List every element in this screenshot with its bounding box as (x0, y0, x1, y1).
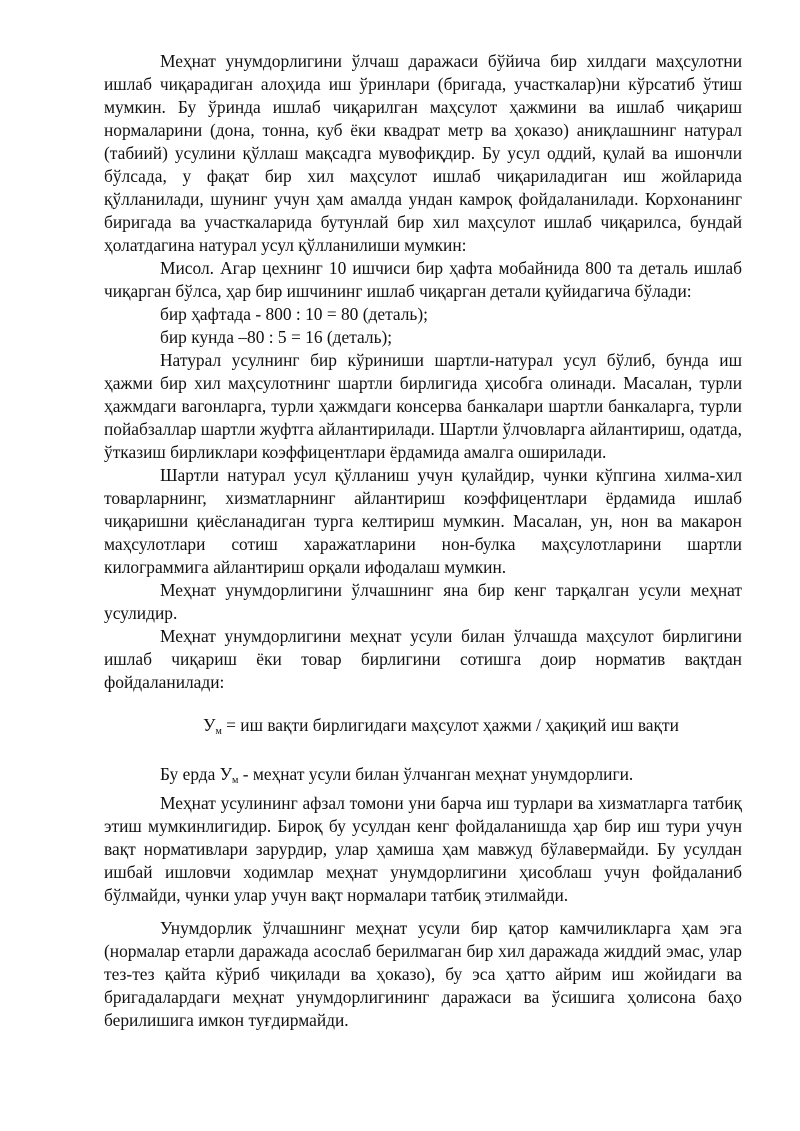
paragraph-natural-method: Меҳнат унумдорлигини ўлчаш даражаси бўйича бир хилдаги маҳсулотни ишлаб чиқарадиган алоҳида иш ўринлари (бригада, участкалар)ни кўрсатиб ўтиш мумкин. Бу ўринда ишлаб чиқарилган маҳсулот ҳажмини ва ишлаб чиқариш нормаларини (дона, тонна, куб ёки квадрат метр ва ҳоказо) аниқлашнинг натурал (табиий) усулини қўллаш мақсадга мувофиқдир. Бу усул оддий, қулай ва ишончли бўлсада, у фақат бир хил маҳсулот ишлаб чиқариладиган иш жойларида қўлланилади, шунинг учун ҳам амалда ундан камроқ фойдаланилади. Корхонанинг биригада ва участкаларида бутунлай бир хил маҳсулот ишлаб чиқарилса, бундай ҳолатдагина натурал усул қўлланилиши мумкин: (104, 51, 742, 255)
explanation-rest: - меҳнат усули билан ўлчанган меҳнат унумдорлиги. (238, 764, 634, 784)
formula (104, 714, 742, 743)
paragraph-labor-method-advantage: Меҳнат усулининг афзал томони уни барча иш турлари ва хизматларга татбиқ этиш мумкинлигидир. Бироқ бу усулдан кенг фойдаланишда ҳар бир иш тури учун вақт нормативлари зарурдир, улар ҳамиша ҳам мавжуд бўлавермайди. Бу усулдан ишбай ишловчи ходимлар меҳнат унумдорлигини ҳисоблаш учун фойдаланиб бўлмайди, чунки улар учун вақт нормалари татбиқ этилмайди. (104, 793, 742, 905)
paragraph-labor-method-intro: Меҳнат унумдорлигини ўлчашнинг яна бир кенг тарқалган усули меҳнат усулидир. (104, 580, 742, 623)
paragraph-example: Мисол. Агар цехнинг 10 ишчиси бир ҳафта мобайнида 800 та деталь ишлаб чиқарган бўлса, ҳар бир ишчининг ишлаб чиқарган детали қуйидагича бўлади: (104, 258, 742, 301)
formula-expression: = иш вақти бирлигидаги маҳсулот ҳажми / ҳақиқий иш вақти (221, 715, 679, 735)
formula-subscript: м (215, 726, 222, 737)
explanation-subscript: м (232, 775, 239, 786)
paragraph-labor-method-measure: Меҳнат унумдорлигини меҳнат усули билан ўлчашда маҳсулот бирлигини ишлаб чиқариш ёки товар бирлигини сотишга доир норматив вақтдан фойдаланилади: (104, 626, 742, 692)
paragraph-labor-method-drawbacks: Унумдорлик ўлчашнинг меҳнат усули бир қатор камчиликларга ҳам эга (нормалар етарли даражада асослаб берилмаган бир хил даражада жиддий эмас, улар тез-тез қайта кўриб чиқилади ва ҳоказо), бу эса ҳатто айрим иш жойидаги ва бригадалардаги меҳнат унумдорлигининг даражаси ва ўсишига ҳолисона баҳо берилишига имкон туғдирмайди. (104, 918, 742, 1030)
calculation-week: бир ҳафтада - 800 : 10 = 80 (деталь); (160, 304, 428, 324)
paragraph-conditional-natural: Натурал усулнинг бир кўриниши шартли-натурал усул бўлиб, бунда иш ҳажми бир хил маҳсулотнинг шартли бирлигида ҳисобга олинади. Масалан, турли ҳажмдаги вагонларга, турли ҳажмдаги консерва банкалари шартли банкаларга, турли пойабзаллар шартли жуфтга айлантирилади. Шартли ўлчовларга айлантириш, одатда, ўтказиш бирликлари коэффицентлари ёрдамида амалга оширилади. (104, 350, 742, 462)
explanation-start: Бу ерда У (160, 764, 233, 784)
formula-symbol: У (203, 715, 216, 735)
paragraph-formula-explanation (104, 763, 742, 792)
paragraph-conditional-convenience: Шартли натурал усул қўлланиш учун қулайдир, чунки кўпгина хилма-хил товарларнинг, хизматларнинг айлантириш коэффицентлари ёрдамида ишлаб чиқаришни қиёсланадиган турга келтириш мумкин. Масалан, ун, нон ва макарон маҳсулотлари сотиш харажатларини нон-булка маҳсулотларини шартли килограммига айлантириш орқали ифодалаш мумкин. (104, 465, 742, 577)
calculation-day: бир кунда –80 : 5 = 16 (деталь); (160, 327, 393, 347)
